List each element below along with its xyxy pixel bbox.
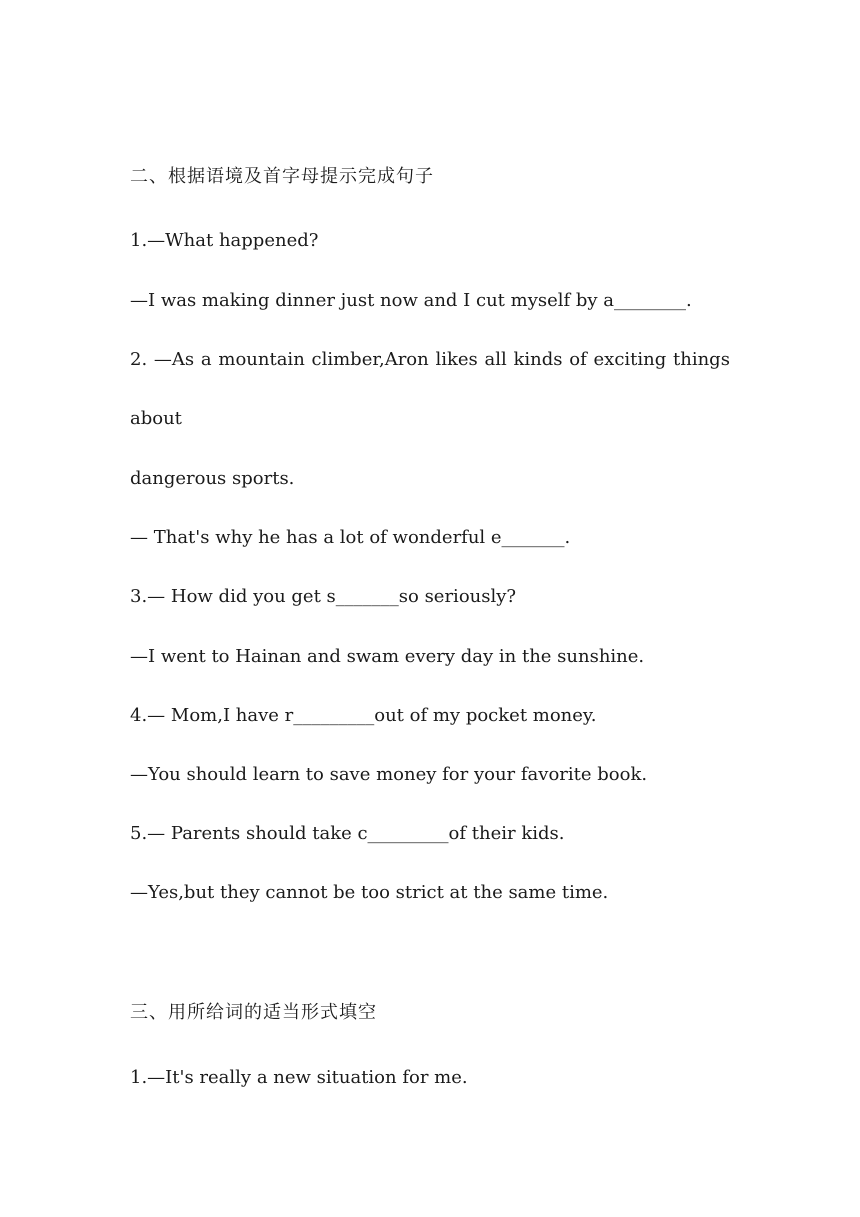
question-2-word: things xyxy=(673,349,730,370)
question-3-line-a: 3.— How did you get s_______so seriously? xyxy=(130,586,517,607)
question-2-word: a xyxy=(200,349,212,370)
question-2-word: all xyxy=(484,349,507,370)
section-3-question-1-line-a: 1.—It's really a new situation for me. xyxy=(130,1067,468,1088)
section-2-heading: 二、根据语境及首字母提示完成句子 xyxy=(130,166,434,187)
question-2-word: —As xyxy=(153,349,195,370)
question-2-word: likes xyxy=(435,349,478,370)
section-3-heading: 三、用所给词的适当形式填空 xyxy=(130,1002,377,1023)
question-2-word: 2. xyxy=(130,349,148,370)
question-5-line-a: 5.— Parents should take c_________of their kids. xyxy=(130,823,565,844)
question-3-line-b: —I went to Hainan and swam every day in the sunshine. xyxy=(130,646,645,667)
question-2-line-b: about xyxy=(130,408,182,429)
question-1-line-b: —I was making dinner just now and I cut myself by a________. xyxy=(130,290,692,311)
question-2-word: of xyxy=(569,349,587,370)
question-2-word: mountain xyxy=(218,349,305,370)
question-2-word: exciting xyxy=(593,349,667,370)
question-4-line-a: 4.— Mom,I have r_________out of my pocket money. xyxy=(130,705,597,726)
question-5-line-b: —Yes,but they cannot be too strict at the same time. xyxy=(130,882,609,903)
question-1-line-a: 1.—What happened? xyxy=(130,230,319,251)
question-2-word: climber,Aron xyxy=(311,349,429,370)
question-2-line-c: dangerous sports. xyxy=(130,468,295,489)
question-2-line-a xyxy=(130,348,730,372)
question-2-word: kinds xyxy=(513,349,563,370)
question-4-line-b: —You should learn to save money for your favorite book. xyxy=(130,764,648,785)
question-2-line-d: — That's why he has a lot of wonderful e_______. xyxy=(130,527,571,548)
